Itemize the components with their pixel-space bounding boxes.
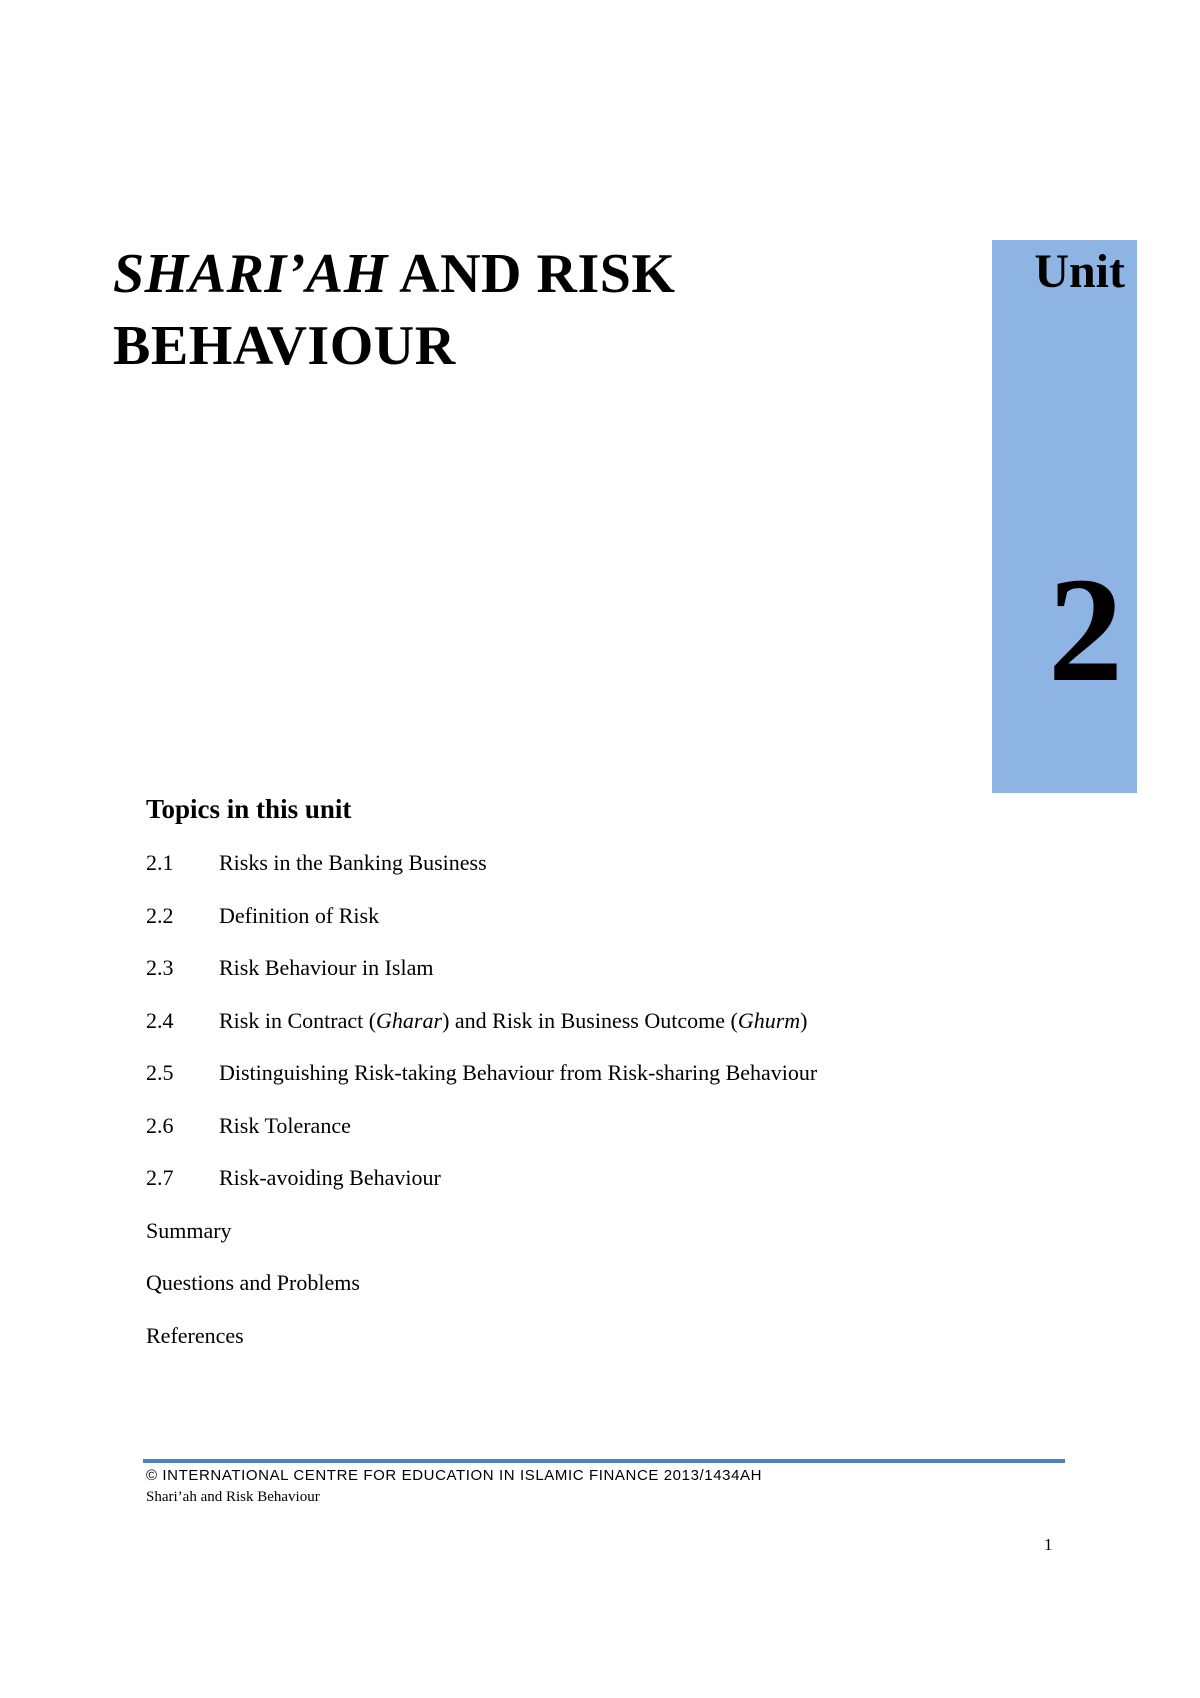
topic-term-gharar: Gharar <box>376 1007 443 1033</box>
page-number: 1 <box>1044 1535 1053 1554</box>
topic-text: Risk Tolerance <box>219 1112 351 1138</box>
topic-item <box>146 1005 946 1058</box>
topic-number: 2.4 <box>146 1007 174 1033</box>
topic-item <box>146 1057 946 1110</box>
unit-number: 2 <box>1048 547 1123 713</box>
unit-label: Unit <box>1034 245 1125 298</box>
topic-item-references <box>146 1320 946 1373</box>
topic-item-summary <box>146 1215 946 1268</box>
topic-text: Definition of Risk <box>219 902 380 928</box>
topic-text: References <box>146 1322 244 1348</box>
topic-text: Risk-avoiding Behaviour <box>219 1165 441 1190</box>
title-line1-rest: AND RISK <box>387 243 676 305</box>
footer-divider <box>143 1459 1065 1463</box>
unit-tab <box>992 240 1137 793</box>
topic-text: Summary <box>146 1217 232 1243</box>
topic-number: 2.5 <box>146 1060 174 1085</box>
title-italic-part: SHARI’AH <box>113 243 388 305</box>
topic-text: Risks in the Banking Business <box>219 850 487 875</box>
topics-list <box>146 847 946 1372</box>
title-line2: BEHAVIOUR <box>113 315 456 377</box>
topic-number: 2.1 <box>146 850 174 875</box>
topic-number: 2.7 <box>146 1165 174 1190</box>
topic-text-part: ) <box>800 1007 808 1033</box>
topics-heading: Topics in this unit <box>146 794 352 824</box>
page-title <box>113 238 753 382</box>
topic-item <box>146 1110 946 1163</box>
topic-number: 2.2 <box>146 902 174 928</box>
topic-number: 2.3 <box>146 955 174 980</box>
topic-item <box>146 952 946 1005</box>
topic-text: Distinguishing Risk-taking Behaviour from Risk-sharing Behaviour <box>219 1060 818 1085</box>
topic-item <box>146 1162 946 1215</box>
footer-copyright: © INTERNATIONAL CENTRE FOR EDUCATION IN ISLAMIC FINANCE 2013/1434AH <box>146 1467 763 1484</box>
topic-text-part: Risk in Contract ( <box>219 1007 377 1033</box>
footer-subtitle: Shari’ah and Risk Behaviour <box>146 1489 320 1505</box>
topic-text: Questions and Problems <box>146 1270 360 1295</box>
topic-item <box>146 900 946 953</box>
topic-item-questions <box>146 1267 946 1320</box>
topic-term-ghurm: Ghurm <box>737 1007 801 1033</box>
topic-number: 2.6 <box>146 1112 174 1138</box>
topic-text: Risk Behaviour in Islam <box>219 955 434 980</box>
topic-text-part: ) and Risk in Business Outcome ( <box>442 1007 738 1033</box>
topic-item <box>146 847 946 900</box>
